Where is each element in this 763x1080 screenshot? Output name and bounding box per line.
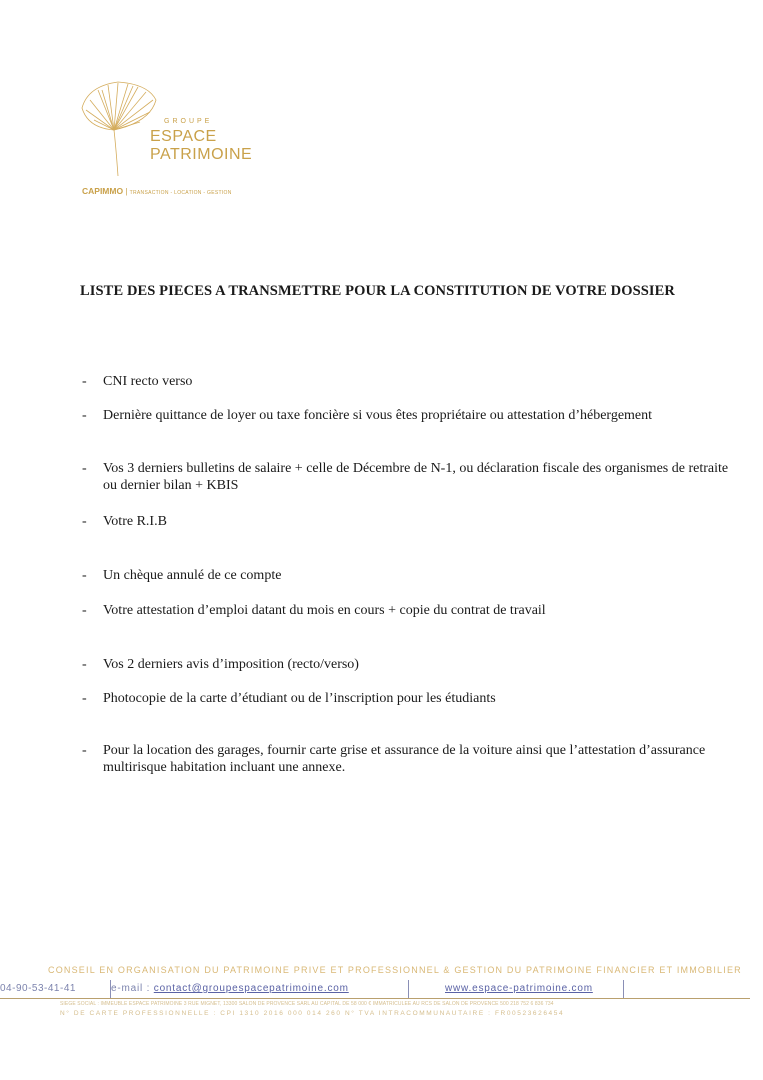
bullet-dash: - [82, 514, 87, 529]
list-item-text: Votre attestation d’emploi datant du mois en cours + copie du contrat de travail [103, 603, 546, 618]
footer-email-label: e-mail : [111, 983, 154, 994]
list-item-text: Un chèque annulé de ce compte [103, 568, 282, 583]
footer-divider [110, 980, 111, 998]
bullet-dash: - [82, 691, 87, 706]
logo-groupe: GROUPE [164, 118, 213, 125]
footer-contact [0, 980, 763, 998]
footer-email-link[interactable]: contact@groupespacepatrimoine.com [153, 983, 349, 994]
footer-rule [0, 998, 750, 999]
logo-name-line2: PATRIMOINE [150, 146, 253, 163]
list-item-text: CNI recto verso [103, 374, 193, 389]
logo-name-line1: ESPACE [150, 128, 217, 145]
list-item-text: Votre R.I.B [103, 514, 167, 529]
list-item-text: Pour la location des garages, fournir carte grise et assurance de la voiture ainsi que l’attestation d’assurance multirisque habitation incluant une annexe. [103, 743, 706, 775]
footer-card-number: N° DE CARTE PROFESSIONNELLE : CPI 1310 2016 000 014 260 N° TVA INTRACOMMUNAUTAIRE : FR00523626454 [60, 1010, 565, 1017]
list-item-text: Dernière quittance de loyer ou taxe foncière si vous êtes propriétaire ou attestation d’hébergement [103, 408, 653, 423]
footer-activity: CONSEIL EN ORGANISATION DU PATRIMOINE PRIVE ET PROFESSIONNEL & GESTION DU PATRIMOINE FINANCIER ET IMMOBILIER [48, 965, 742, 975]
bullet-dash: - [82, 743, 87, 758]
bullet-dash: - [82, 408, 87, 423]
footer-divider [623, 980, 624, 998]
footer-phone: 04-90-53-41-41 [0, 983, 76, 994]
footer-divider [408, 980, 409, 998]
footer-website-link[interactable]: www.espace-patrimoine.com [445, 983, 593, 994]
footer-legal: SIEGE SOCIAL : IMMEUBLE ESPACE PATRIMOINE 3 RUE MIGNET, 13300 SALON DE PROVENCE SARL AU CAPITAL DE 58 000 € IMMATRICULEE AU RCS DE SALON DE PROVENCE 500 218 752 6 836 734 [60, 1001, 554, 1007]
logo-brand-line: CAPIMMO | TRANSACTION - LOCATION - GESTION [82, 186, 232, 196]
list-item-text: Vos 3 derniers bulletins de salaire + celle de Décembre de N-1, ou déclaration fiscale des organismes de retraite ou dernier bilan + KBIS [103, 461, 729, 493]
bullet-dash: - [82, 657, 87, 672]
footer-email-block [111, 983, 349, 994]
logo-name [150, 128, 252, 164]
logo-brand: CAPIMMO [82, 186, 124, 196]
bullet-dash: - [82, 374, 87, 389]
bullet-dash: - [82, 461, 87, 476]
bullet-dash: - [82, 603, 87, 618]
document-title: LISTE DES PIECES A TRANSMETTRE POUR LA CONSTITUTION DE VOTRE DOSSIER [80, 283, 676, 299]
bullet-dash: - [82, 568, 87, 583]
list-item-text: Vos 2 derniers avis d’imposition (recto/verso) [103, 657, 359, 672]
list-item-text: Photocopie de la carte d’étudiant ou de l’inscription pour les étudiants [103, 691, 496, 706]
logo-tagline: TRANSACTION - LOCATION - GESTION [129, 190, 232, 196]
company-logo [78, 78, 278, 198]
ginkgo-leaf-icon [78, 78, 158, 183]
